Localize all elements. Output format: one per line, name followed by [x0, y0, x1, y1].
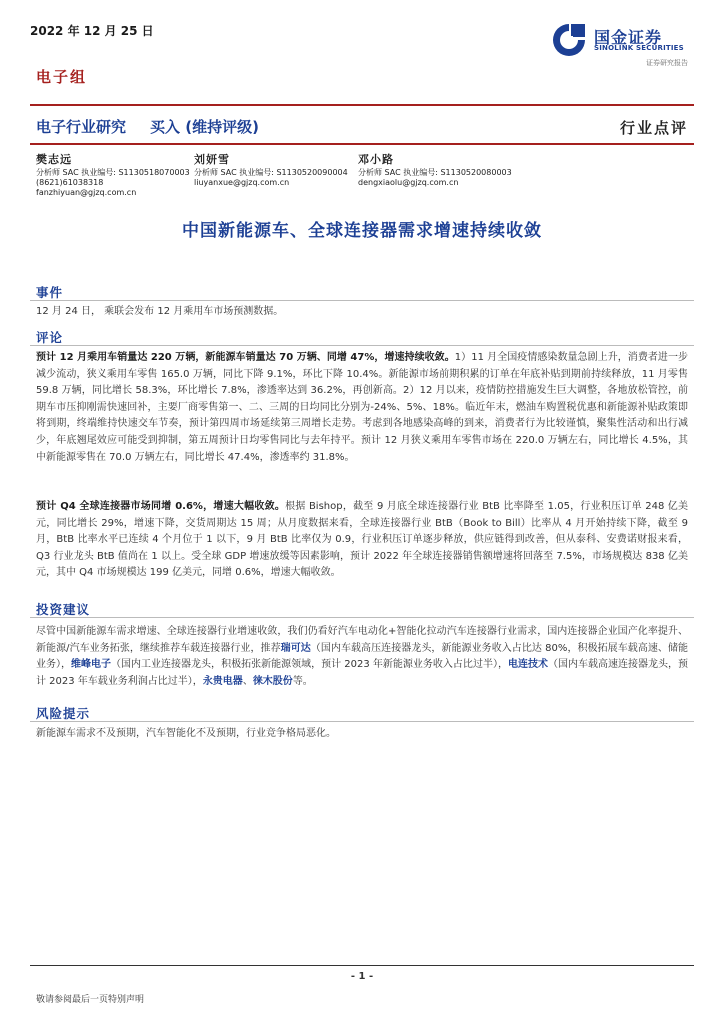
- company-ruikeda: 瑞可达: [280, 642, 311, 654]
- analyst-cert: 分析师 SAC 执业编号: S1130520090004: [194, 168, 348, 177]
- company-dianlian: 电连技术: [507, 659, 548, 671]
- section-divider: [30, 721, 694, 722]
- advice-part: 等。: [292, 675, 313, 687]
- comment-paragraph-1: [36, 350, 688, 466]
- analyst-card: [36, 152, 190, 198]
- section-divider: [30, 300, 694, 301]
- report-heading: [36, 116, 259, 137]
- advice-part: （国内车载高压连接器龙头，新能源业务收入占比达 80%，积极拓展车载高速、储能业务），: [36, 642, 689, 671]
- comment-paragraph-2: [36, 499, 688, 582]
- company-laimu: 徕木股份: [252, 675, 293, 687]
- sinolink-logo-icon: [550, 22, 588, 58]
- advice-part: （国内工业连接器龙头，积极拓张新能源领域，预计 2023 年新能源业务收入占比过半），: [111, 659, 508, 671]
- section-heading-comment: 评论: [36, 330, 64, 345]
- group-label: 电子组: [36, 68, 88, 86]
- analyst-name: 樊志远: [36, 153, 72, 166]
- comment-body-2: 根据 Bishop，截至 9 月底全球连接器行业 BtB 比率降至 1.05，行业积压订单 248 亿美元，同比增长 29%，增速下降，交货周期达 15 周；从月度数据来看，全球连接器行业 BtB（Book to Bill）比率从 4 月开始持续下降，截至 9 月，BtB 比率水平已连续 4 个月位于 1 以下，9 月 BtB 比率仅为 0.9，行业积压订单逐步释放，供应链得到改善，但从泰科、安费诺财报来看，Q3 行业龙头 BtB 值尚在 1 以上。受全球 GDP 增速放缓等因素影响，预计 2022 年全球连接器销售额增速将回落至 7.5%，市场规模达 838 亿美元，其中 Q4 市场规模达 199 亿美元，同增 0.6%，增速大幅收敛。: [36, 501, 688, 579]
- company-yonggui: 永贵电器: [202, 675, 243, 687]
- report-category: 行业点评: [619, 119, 688, 137]
- logo-name-en: SINOLINK SECURITIES: [594, 44, 684, 52]
- sinolink-logo: [548, 22, 688, 70]
- section-heading-event: 事件: [36, 285, 64, 300]
- section-heading-advice: 投资建议: [36, 602, 91, 617]
- analyst-name: 邓小路: [358, 153, 394, 166]
- logo-subtitle: 证券研究报告: [646, 59, 688, 67]
- report-title: 中国新能源车、全球连接器需求增速持续收敛: [182, 221, 542, 241]
- rating: 买入 (维持评级): [150, 118, 259, 136]
- report-type: 电子行业研究: [36, 118, 127, 136]
- footer-divider: [30, 965, 694, 966]
- header-divider-bottom: [30, 143, 694, 145]
- analyst-email[interactable]: liuyanxue@gjzq.com.cn: [194, 178, 290, 187]
- section-heading-risk: 风险提示: [36, 706, 91, 721]
- logo-name-cn: 国金证券: [594, 28, 663, 47]
- header-divider-top: [30, 104, 694, 106]
- event-text: 12 月 24 日， 乘联会发布 12 月乘用车市场预测数据。: [36, 306, 284, 317]
- analyst-name: 刘妍雪: [194, 153, 230, 166]
- advice-text: [36, 624, 688, 690]
- report-date: 2022 年 12 月 25 日: [30, 24, 154, 38]
- analyst-cert: 分析师 SAC 执业编号: S1130520080003: [358, 168, 512, 177]
- analyst-card: [358, 152, 512, 188]
- comment-body-1: 1）11 月全国疫情感染数量急剧上升，消费者进一步减少流动，狭义乘用车零售 165.0 万辆，同比下降 9.1%，环比下降 10.4%。新能源市场前期积累的订单在年底补贴到期前持续释放，11 月零售 59.8 万辆，同比增长 58.3%，环比增长 7.8%，渗透率达到 36.2%，再创新高。2）12 月以来，疫情防控措施发生巨大调整，各地放松管控，前期车市压抑刚需快速回补，主要厂商零售第一、二、三周的日均同比分别为-24%、5%、18%。临近年末，燃油车购置税优惠和新能源补贴政策即将到期，终端维持快速交车节奏，预计第四周市场延续第三周增长走势。考虑到各地感染高峰的到来，消费者行为比较谨慎，聚集性活动和出行减少，年底翘尾效应可能受到抑制，第五周预计日均零售同比与去年持平。预计 12 月狭义乘用车零售市场在 220.0 万辆左右，同比增长 4.5%，其中新能源零售在 70.0 万辆左右，同比增长 47.4%，渗透率约 31.8%。: [36, 352, 688, 463]
- company-weifeng: 维峰电子: [71, 659, 112, 671]
- analyst-card: [194, 152, 348, 188]
- comment-lead-2: 预计 Q4 全球连接器市场同增 0.6%，增速大幅收敛。: [36, 501, 286, 512]
- analyst-email[interactable]: dengxiaolu@gjzq.com.cn: [358, 178, 459, 187]
- footer-disclaimer: 敬请参阅最后一页特别声明: [36, 995, 145, 1005]
- section-divider: [30, 345, 694, 346]
- section-divider: [30, 617, 694, 618]
- analyst-phone: (8621)61038318: [36, 178, 104, 187]
- analyst-email[interactable]: fanzhiyuan@gjzq.com.cn: [36, 188, 137, 197]
- risk-text: 新能源车需求不及预期，汽车智能化不及预期，行业竞争格局恶化。: [36, 728, 336, 739]
- page-number: - 1 -: [350, 971, 374, 982]
- advice-part: （国内车载高速连接器龙头，预计 2023 年车载业务利润占比过半），: [36, 659, 689, 687]
- advice-part: 、: [242, 675, 253, 687]
- analyst-cert: 分析师 SAC 执业编号: S1130518070003: [36, 168, 190, 177]
- comment-lead-1: 预计 12 月乘用车销量达 220 万辆，新能源车销量达 70 万辆、同增 47%，增速持续收敛。: [36, 352, 455, 363]
- advice-part: 尽管中国新能源车需求增速、全球连接器行业增速收敛，我们仍看好汽车电动化+智能化拉动汽车连接器行业需求，国内连接器企业国产化率提升、新能源/汽车业务拓张，继续推荐车载连接器行业，推荐: [36, 626, 688, 654]
